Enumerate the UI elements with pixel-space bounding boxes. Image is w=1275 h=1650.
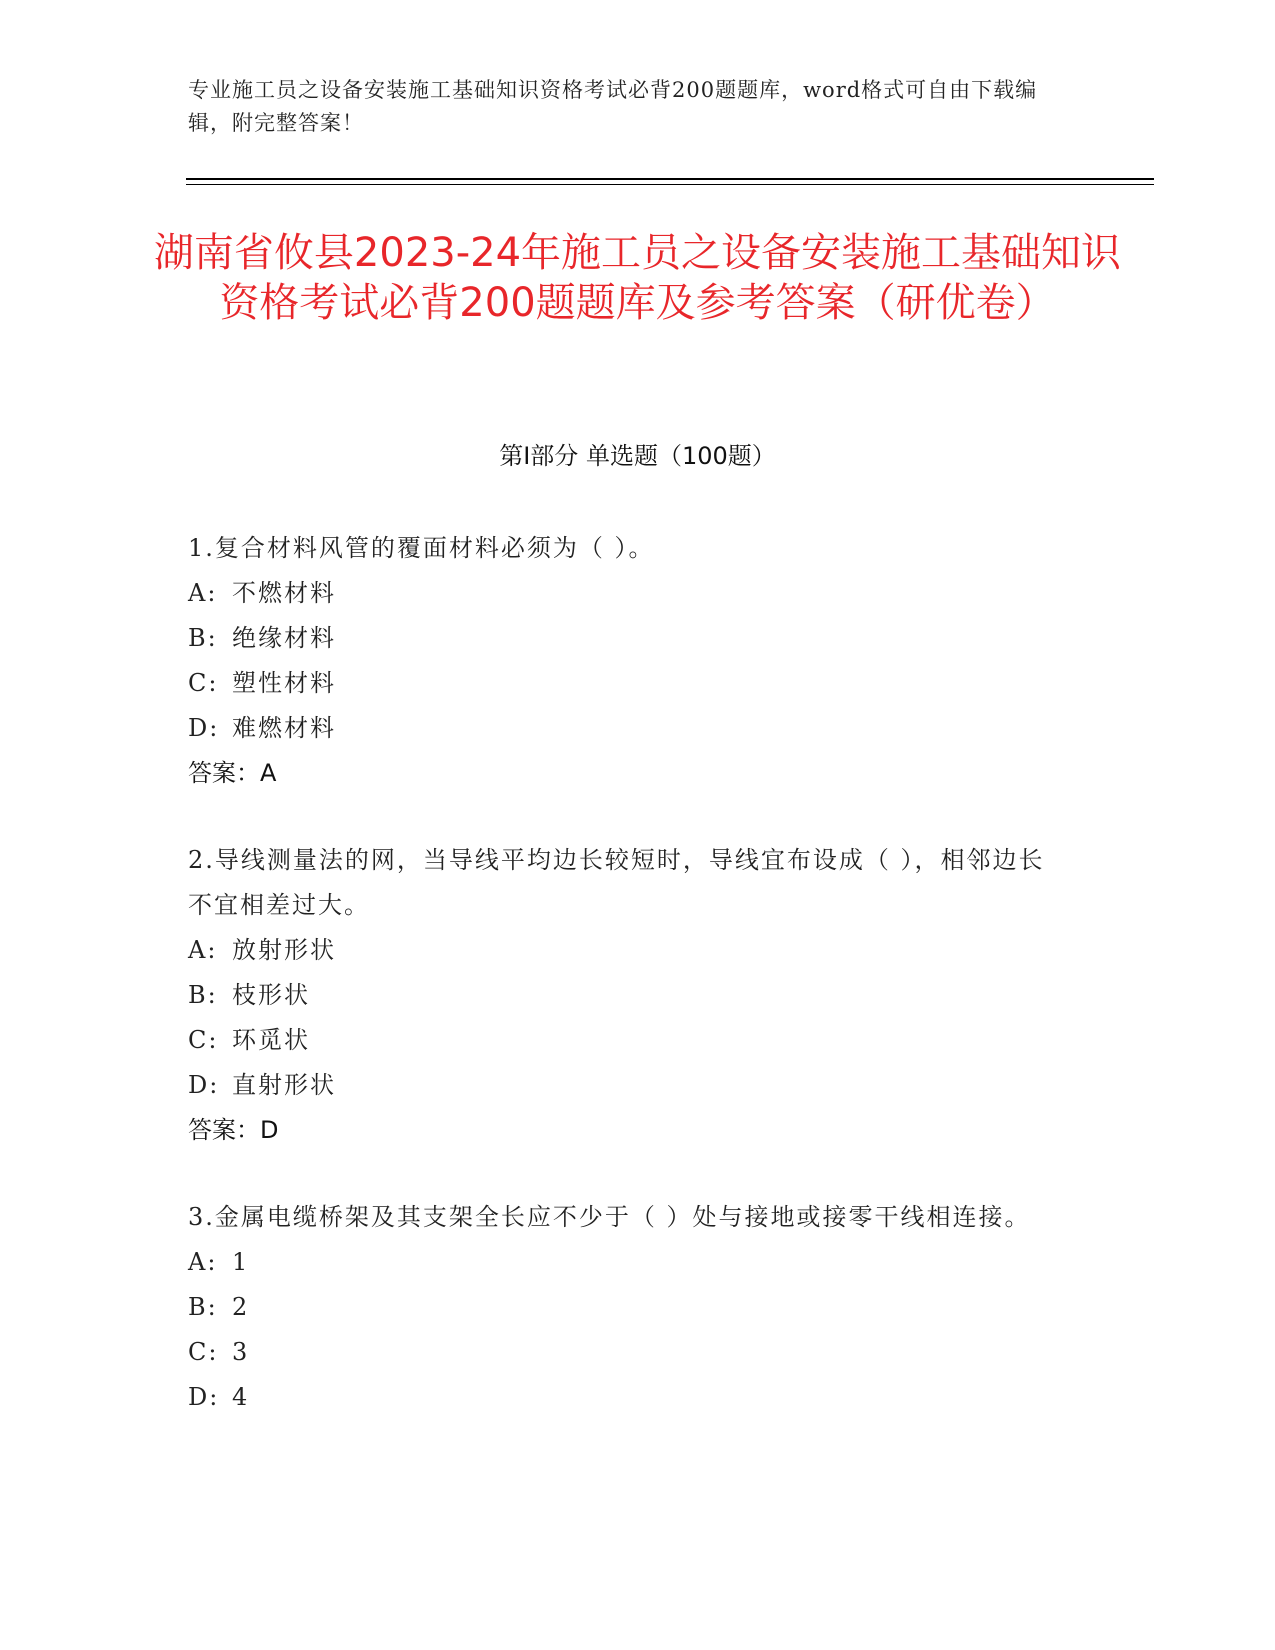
option-text: 1	[232, 1248, 250, 1276]
option-letter: B:	[188, 1293, 218, 1321]
option-c	[188, 661, 1068, 706]
answer-line	[188, 751, 1068, 796]
option-letter: B:	[188, 981, 218, 1009]
option-text: 难燃材料	[232, 714, 336, 742]
option-c	[188, 1330, 1068, 1375]
header-rule-thick	[186, 178, 1154, 180]
option-text: 2	[232, 1293, 250, 1321]
option-text: 直射形状	[232, 1071, 336, 1099]
document-title: 湖南省攸县2023-24年施工员之设备安装施工基础知识资格考试必背200题题库及参考答案（研优卷）	[153, 230, 1122, 326]
option-a	[188, 571, 1068, 616]
question-1	[188, 526, 1068, 796]
option-letter: C:	[188, 1338, 219, 1366]
option-letter: A:	[188, 1248, 218, 1276]
option-b	[188, 973, 1068, 1018]
answer-value: D	[260, 1116, 279, 1144]
option-letter: D:	[188, 1383, 220, 1411]
option-text: 放射形状	[232, 936, 336, 964]
option-d	[188, 1375, 1068, 1420]
option-d	[188, 1063, 1068, 1108]
option-text: 环觅状	[232, 1026, 310, 1054]
answer-value: A	[260, 759, 277, 787]
option-letter: D:	[188, 1071, 220, 1099]
option-letter: A:	[188, 579, 218, 607]
question-2	[188, 838, 1068, 1153]
header-rule-thin	[186, 184, 1154, 185]
option-d	[188, 706, 1068, 751]
option-c	[188, 1018, 1068, 1063]
question-stem: 1.复合材料风管的覆面材料必须为（ ）。	[188, 534, 655, 562]
option-text: 枝形状	[232, 981, 310, 1009]
answer-label: 答案：	[188, 1116, 260, 1144]
question-3	[188, 1195, 1068, 1420]
option-letter: C:	[188, 669, 219, 697]
question-stem: 2.导线测量法的网，当导线平均边长较短时，导线宜布设成（ ），相邻边长不宜相差过大。	[188, 846, 1045, 919]
option-text: 不燃材料	[232, 579, 336, 607]
option-text: 4	[232, 1383, 250, 1411]
option-letter: B:	[188, 624, 218, 652]
option-text: 3	[232, 1338, 250, 1366]
question-list	[188, 526, 1068, 1462]
header-note: 专业施工员之设备安装施工基础知识资格考试必背200题题库，word格式可自由下载编辑，附完整答案！	[188, 78, 1038, 135]
section-heading: 第I部分 单选题（100题）	[499, 442, 776, 470]
option-letter: C:	[188, 1026, 219, 1054]
option-letter: D:	[188, 714, 220, 742]
option-a	[188, 928, 1068, 973]
option-b	[188, 1285, 1068, 1330]
option-letter: A:	[188, 936, 218, 964]
option-text: 塑性材料	[232, 669, 336, 697]
option-a	[188, 1240, 1068, 1285]
question-stem: 3.金属电缆桥架及其支架全长应不少于（ ）处与接地或接零干线相连接。	[188, 1203, 1031, 1231]
option-b	[188, 616, 1068, 661]
answer-label: 答案：	[188, 759, 260, 787]
answer-line	[188, 1108, 1068, 1153]
option-text: 绝缘材料	[232, 624, 336, 652]
